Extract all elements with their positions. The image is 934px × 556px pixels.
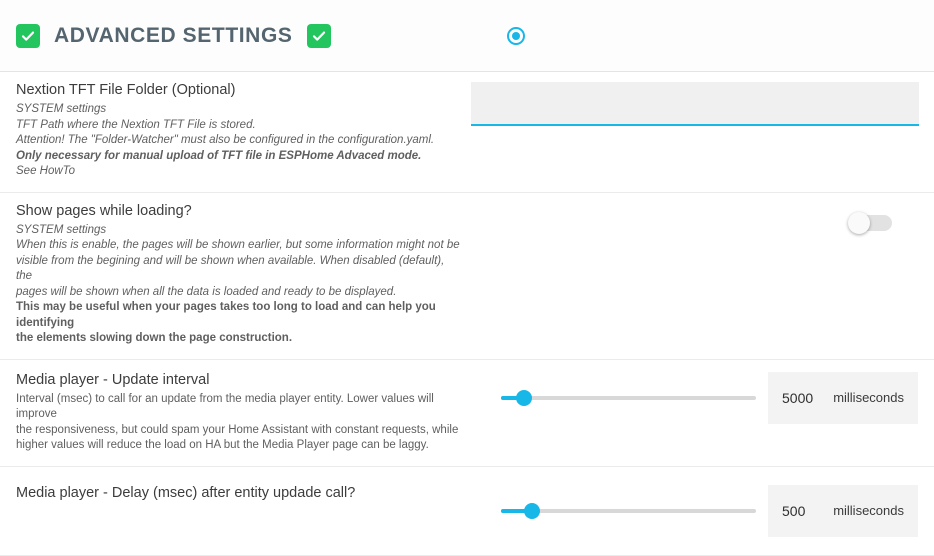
radio-selected-icon[interactable] xyxy=(507,27,525,45)
setting-control-area xyxy=(471,485,918,537)
value-text: 500 xyxy=(782,502,806,519)
checkmark-icon xyxy=(20,28,36,44)
desc-line: Only necessary for manual upload of TFT file in ESPHome Advaced mode. xyxy=(16,149,422,162)
unit-label: milliseconds xyxy=(833,503,904,519)
setting-row-media-update-interval xyxy=(0,360,934,467)
setting-row-media-delay-after-update xyxy=(0,467,934,556)
desc-line: This may be useful when your pages takes too long to load and can help you identifying xyxy=(16,301,436,329)
setting-label-group xyxy=(16,82,471,180)
toggle-wrapper xyxy=(471,215,918,231)
setting-label-group xyxy=(16,372,471,454)
desc-line: visible from the begining and will be shown when available. When disabled (default), the xyxy=(16,254,445,283)
setting-description xyxy=(16,102,461,180)
slider-area xyxy=(471,389,768,407)
checkmark-icon xyxy=(311,28,327,44)
header-left-checkbox[interactable] xyxy=(16,24,40,48)
desc-line: pages will be shown when all the data is loaded and ready to be displayed. xyxy=(16,285,397,298)
desc-line: the responsiveness, but could spam your Home Assistant with constant requests, while xyxy=(16,423,459,436)
setting-title: Media player - Delay (msec) after entity updade call? xyxy=(16,484,356,501)
desc-line: When this is enable, the pages will be shown earlier, but some information might not be xyxy=(16,239,460,252)
setting-row-show-pages-while-loading xyxy=(0,193,934,360)
setting-control-area xyxy=(471,82,919,126)
desc-line: Interval (msec) to call for an update from the media player entity. Lower values will improve xyxy=(16,392,434,421)
media-update-interval-value-box[interactable] xyxy=(768,372,918,424)
setting-description xyxy=(16,392,461,454)
show-pages-toggle[interactable] xyxy=(850,215,892,231)
header-radio-group[interactable] xyxy=(507,27,525,45)
desc-line: SYSTEM settings xyxy=(16,103,107,115)
setting-label-group xyxy=(16,203,471,347)
media-delay-value-box[interactable] xyxy=(768,485,918,537)
setting-title: Nextion TFT File Folder (Optional) xyxy=(16,82,236,98)
media-delay-slider[interactable] xyxy=(501,502,756,520)
page-header xyxy=(0,0,934,72)
setting-description xyxy=(16,223,461,347)
slider-area xyxy=(471,502,768,520)
setting-row-nextion-tft-folder xyxy=(0,72,934,193)
slider-thumb[interactable] xyxy=(524,503,540,519)
setting-title: Media player - Update interval xyxy=(16,371,210,388)
desc-line: SYSTEM settings xyxy=(16,223,107,236)
radio-dot xyxy=(512,32,520,40)
slider-track xyxy=(501,396,756,400)
setting-control-area xyxy=(471,372,918,424)
header-right-checkbox[interactable] xyxy=(307,24,331,48)
media-update-interval-slider[interactable] xyxy=(501,389,756,407)
desc-line-howto[interactable]: See HowTo xyxy=(16,165,76,178)
unit-label: milliseconds xyxy=(833,390,904,406)
page-title: ADVANCED SETTINGS xyxy=(54,23,293,47)
slider-thumb[interactable] xyxy=(516,390,532,406)
desc-line: the elements slowing down the page construction. xyxy=(16,332,293,345)
tft-folder-input[interactable] xyxy=(471,82,919,126)
value-text: 5000 xyxy=(782,389,814,406)
setting-control-area xyxy=(471,203,918,243)
setting-label-group xyxy=(16,485,471,505)
setting-title: Show pages while loading? xyxy=(16,202,192,219)
desc-line: higher values will reduce the load on HA but the Media Player page can be laggy. xyxy=(16,439,429,452)
desc-line: TFT Path where the Nextion TFT File is stored. xyxy=(16,118,256,131)
toggle-knob xyxy=(848,212,870,234)
desc-line: Attention! The "Folder-Watcher" must also be configured in the configuration.yaml. xyxy=(16,134,435,147)
